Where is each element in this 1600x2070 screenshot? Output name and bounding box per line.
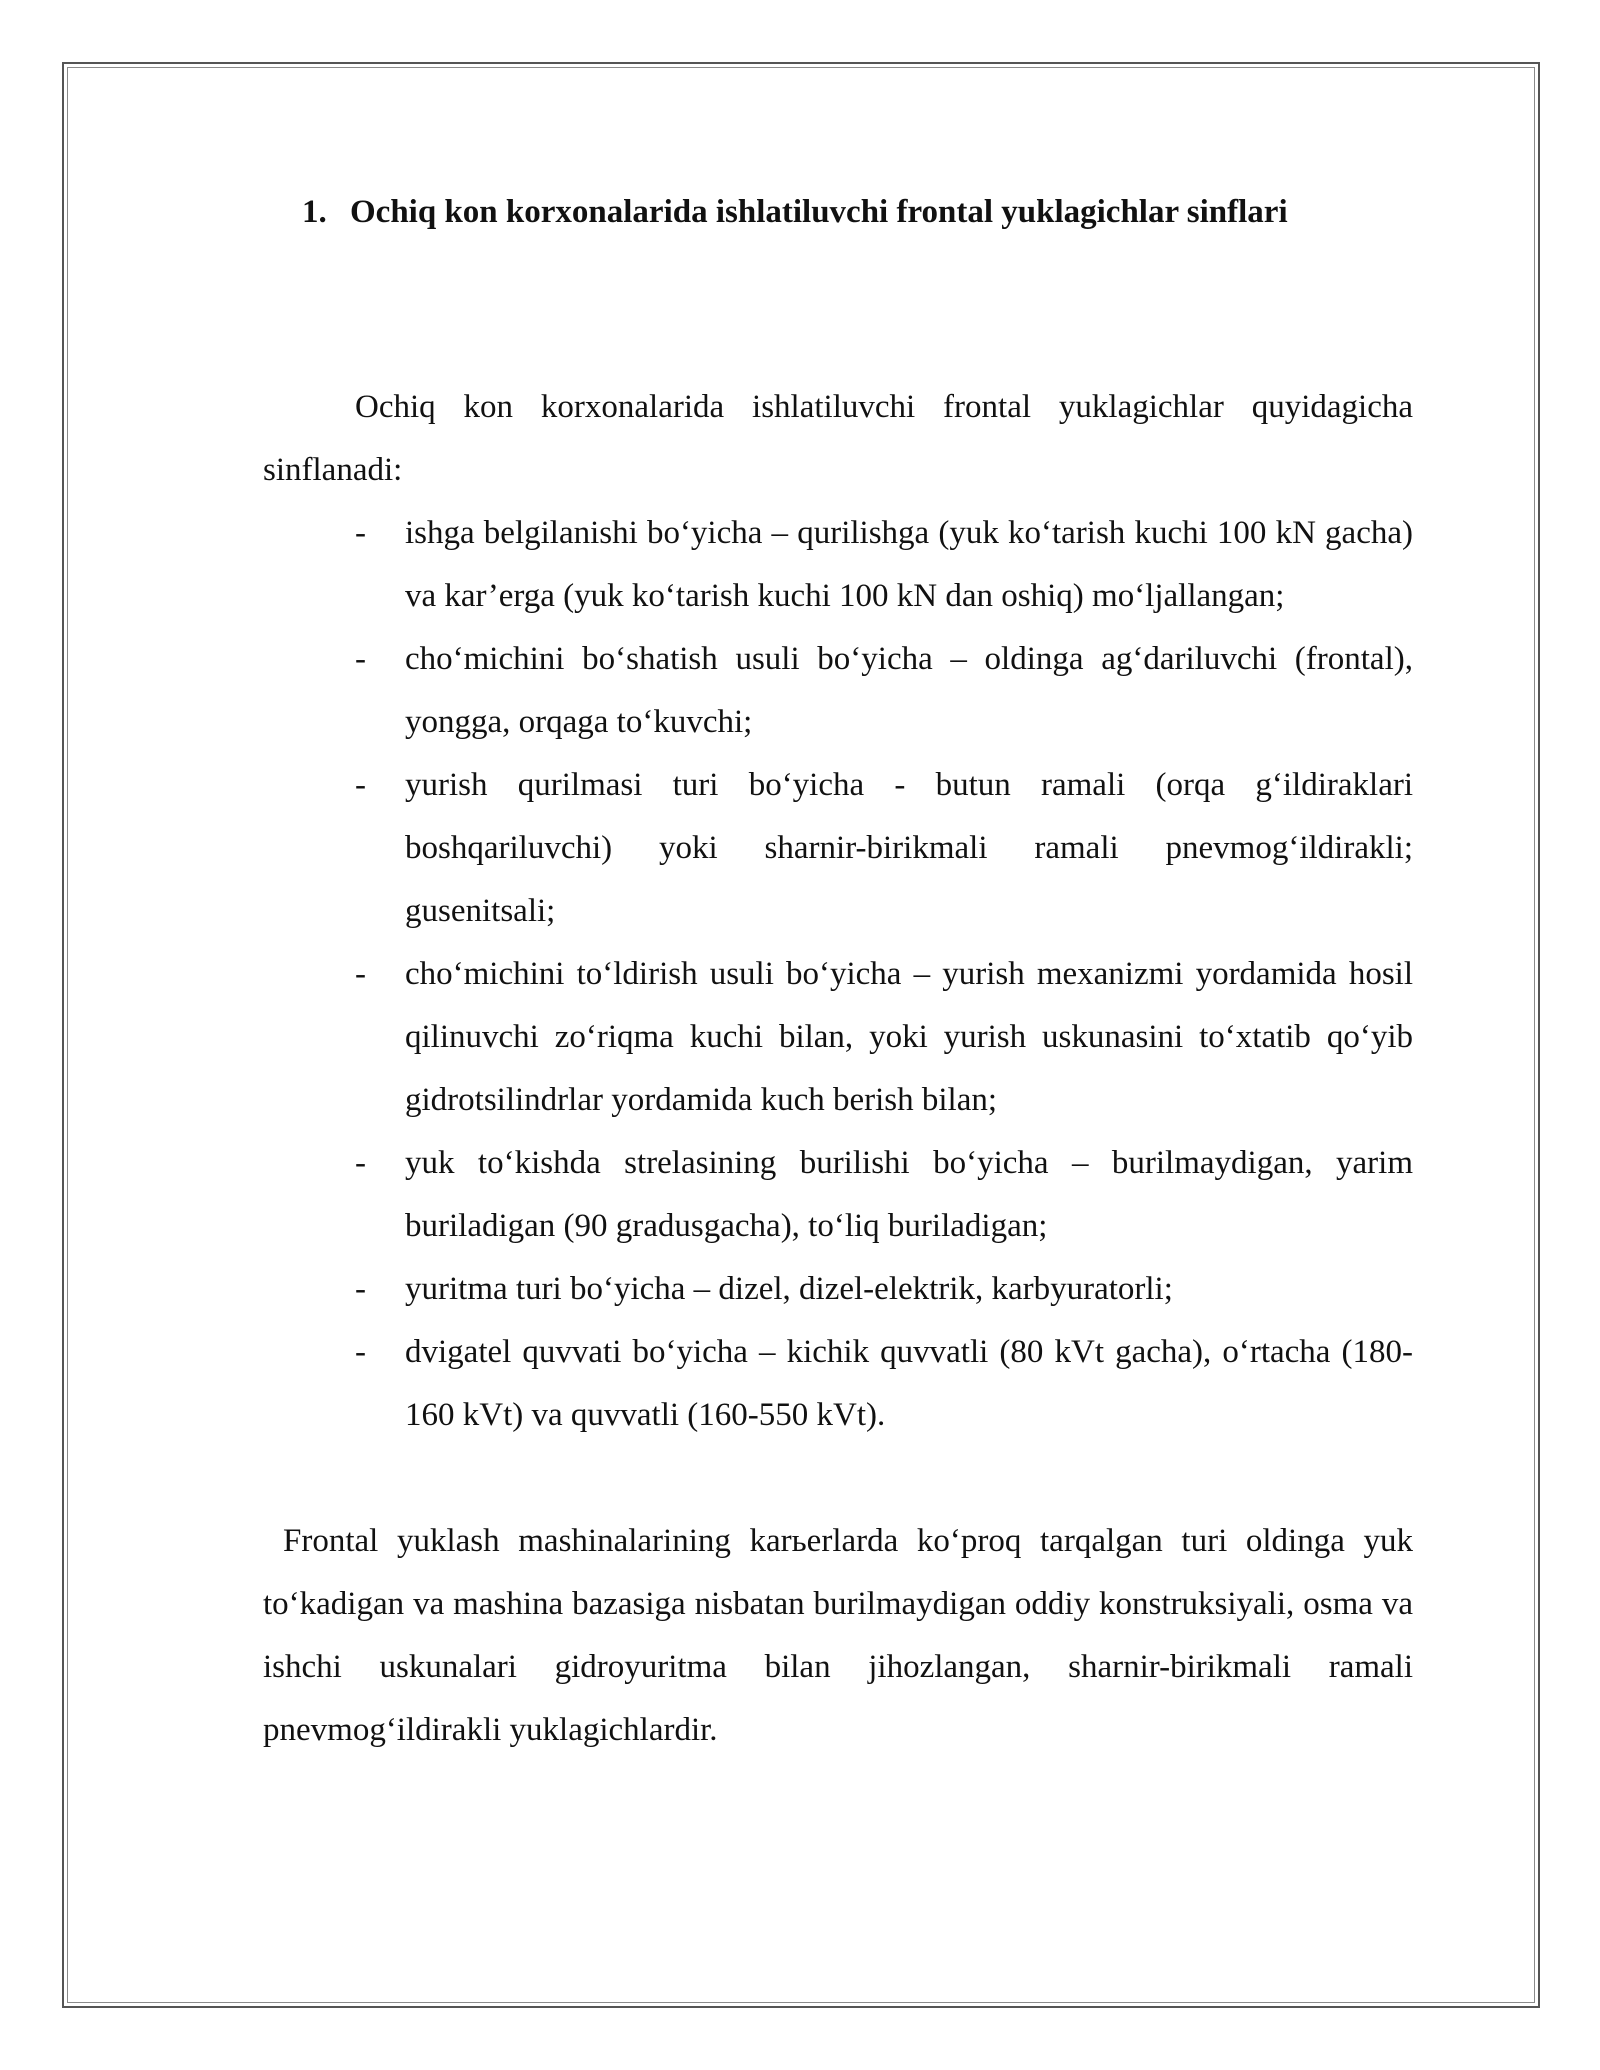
section-number: 1. [302, 194, 327, 230]
list-item-text: yuk to‘kishda strelasining burilishi bo‘yicha – burilmaydigan, yarim buriladigan (90 gradusgacha), to‘liq buriladigan; [405, 1145, 1413, 1244]
list-item-text: yuritma turi bo‘yicha – dizel, dizel-elektrik, karbyuratorli; [405, 1271, 1173, 1307]
list-item [263, 502, 1413, 628]
list-marker: - [355, 515, 366, 551]
list-item [263, 754, 1413, 943]
list-marker: - [355, 641, 366, 677]
list-item-text: yurish qurilmasi turi bo‘yicha - butun ramali (orqa g‘ildiraklari boshqariluvchi) yoki sharnir-birikmali ramali pnevmog‘ildirakli; gusenitsali; [405, 767, 1413, 929]
list-marker: - [355, 1145, 366, 1181]
document-body [263, 376, 1413, 1762]
list-item [263, 1132, 1413, 1258]
list-item [263, 1321, 1413, 1447]
list-marker: - [355, 767, 366, 803]
list-marker: - [355, 956, 366, 992]
section-heading [302, 188, 1422, 236]
list-item-text: ishga belgilanishi bo‘yicha – qurilishga (yuk ko‘tarish kuchi 100 kN gacha) va kar’erga (yuk ko‘tarish kuchi 100 kN dan oshiq) mo‘ljallangan; [405, 515, 1413, 614]
list-marker: - [355, 1334, 366, 1370]
section-title: Ochiq kon korxonalarida ishlatiluvchi frontal yuklagichlar sinflari [350, 194, 1288, 230]
intro-paragraph: Ochiq kon korxonalarida ishlatiluvchi frontal yuklagichlar quyidagicha sinflanadi: [263, 389, 1413, 488]
list-item-text: dvigatel quvvati bo‘yicha – kichik quvvatli (80 kVt gacha), o‘rtacha (180-160 kVt) va quvvatli (160-550 kVt). [405, 1334, 1413, 1433]
list-item [263, 628, 1413, 754]
closing-paragraph: Frontal yuklash mashinalarining karьerlarda ko‘proq tarqalgan turi oldinga yuk to‘kadigan va mashina bazasiga nisbatan burilmaydigan oddiy konstruksiyali, osma va ishchi uskunalari gidroyuritma bilan jihozlangan, sharnir-birikmali ramali pnevmog‘ildirakli yuklagichlardir. [263, 1523, 1413, 1748]
list-marker: - [355, 1271, 366, 1307]
list-item [263, 943, 1413, 1132]
list-item [263, 1258, 1413, 1321]
classification-list [263, 502, 1413, 1447]
list-item-text: cho‘michini bo‘shatish usuli bo‘yicha – oldinga ag‘dariluvchi (frontal), yongga, orqaga to‘kuvchi; [405, 641, 1413, 740]
list-item-text: cho‘michini to‘ldirish usuli bo‘yicha – yurish mexanizmi yordamida hosil qilinuvchi zo‘riqma kuchi bilan, yoki yurish uskunasini to‘xtatib qo‘yib gidrotsilindrlar yordamida kuch berish bilan; [405, 956, 1413, 1118]
